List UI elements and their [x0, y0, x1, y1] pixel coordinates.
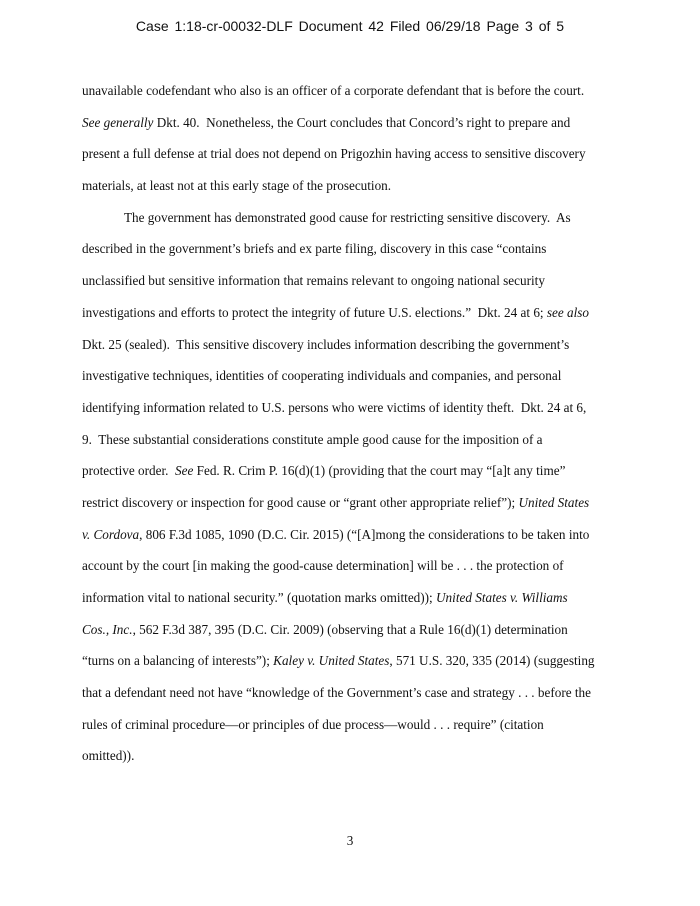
text-line — [82, 399, 622, 431]
text-line — [82, 431, 622, 463]
text-line — [82, 209, 622, 241]
text-line — [82, 684, 622, 716]
text-line — [82, 272, 622, 304]
italic-citation: See generally — [82, 114, 154, 130]
text-segment: present a full defense at trial does not depend on Prigozhin having access to sensitive discovery — [82, 146, 586, 162]
text-line — [82, 526, 622, 558]
italic-citation: United States v. Williams — [436, 590, 568, 605]
text-line — [82, 367, 622, 399]
text-segment: information vital to national security.” (quotation marks omitted)); — [82, 590, 437, 605]
text-segment: investigative techniques, identities of cooperating individuals and companies, and personal — [82, 368, 562, 384]
italic-citation: Cos., Inc. — [82, 621, 133, 637]
text-line — [82, 82, 622, 114]
italic-citation: v. Cordova — [82, 526, 140, 542]
text-segment: materials, at least not at this early stage of the prosecution. — [82, 178, 392, 194]
italic-citation: See — [175, 463, 194, 479]
document-body — [82, 82, 622, 779]
case-header: Case 1:18-cr-00032-DLF Document 42 Filed 06/29/18 Page 3 of 5 — [135, 18, 565, 34]
text-segment: investigations and efforts to protect the integrity of future U.S. elections.” Dkt. 24 at 6; — [82, 304, 547, 320]
italic-citation: see also — [546, 304, 590, 320]
text-segment: “turns on a balancing of interests”); — [82, 653, 274, 669]
italic-citation: United States — [518, 494, 590, 510]
text-line — [82, 716, 622, 748]
text-line — [82, 145, 622, 177]
text-segment: , 806 F.3d 1085, 1090 (D.C. Cir. 2015) (“[A]mong the considerations to be taken into — [139, 526, 590, 542]
text-line — [82, 652, 622, 684]
text-segment: Dkt. 25 (sealed). This sensitive discovery includes information describing the government’s — [82, 336, 570, 352]
page-number: 3 — [346, 833, 354, 848]
text-line — [82, 114, 622, 146]
text-segment: omitted)). — [82, 748, 135, 764]
text-segment: Fed. R. Crim P. 16(d)(1) (providing that the court may “[a]t any time” — [193, 463, 566, 479]
text-segment: unclassified but sensitive information that remains relevant to ongoing national security — [82, 273, 545, 289]
text-line — [82, 177, 622, 209]
text-segment: identifying information related to U.S. persons who were victims of identity theft. Dkt. 24 at 6, — [82, 399, 587, 415]
text-segment: account by the court [in making the good-cause determination] will be . . . the protection of — [82, 558, 564, 574]
text-line — [82, 621, 622, 653]
text-line — [82, 747, 622, 779]
text-segment: , 571 U.S. 320, 335 (2014) (suggesting — [389, 653, 595, 669]
text-line — [82, 462, 622, 494]
text-segment: restrict discovery or inspection for good cause or “grant other appropriate relief”); — [82, 494, 519, 510]
text-segment: Dkt. 40. Nonetheless, the Court concludes that Concord’s right to prepare and — [153, 114, 571, 130]
text-line — [82, 557, 622, 589]
text-line — [82, 336, 622, 368]
text-line — [82, 304, 622, 336]
text-segment: protective order. — [82, 463, 176, 479]
text-segment: 9. These substantial considerations constitute ample good cause for the imposition of a — [82, 431, 543, 447]
text-segment: that a defendant need not have “knowledge of the Government’s case and strategy . . . before the — [82, 685, 591, 701]
text-segment: , 562 F.3d 387, 395 (D.C. Cir. 2009) (observing that a Rule 16(d)(1) determination — [132, 621, 568, 637]
text-segment: described in the government’s briefs and ex parte filing, discovery in this case “contains — [82, 241, 547, 257]
text-line — [82, 589, 622, 621]
text-line — [82, 494, 622, 526]
text-segment: The government has demonstrated good cause for restricting sensitive discovery. As — [124, 209, 571, 225]
text-segment: rules of criminal procedure—or principles of due process—would . . . require” (citation — [82, 716, 544, 732]
text-line — [82, 240, 622, 272]
text-segment: unavailable codefendant who also is an officer of a corporate defendant that is before the court. — [82, 83, 585, 98]
italic-citation: Kaley v. United States — [273, 653, 390, 669]
